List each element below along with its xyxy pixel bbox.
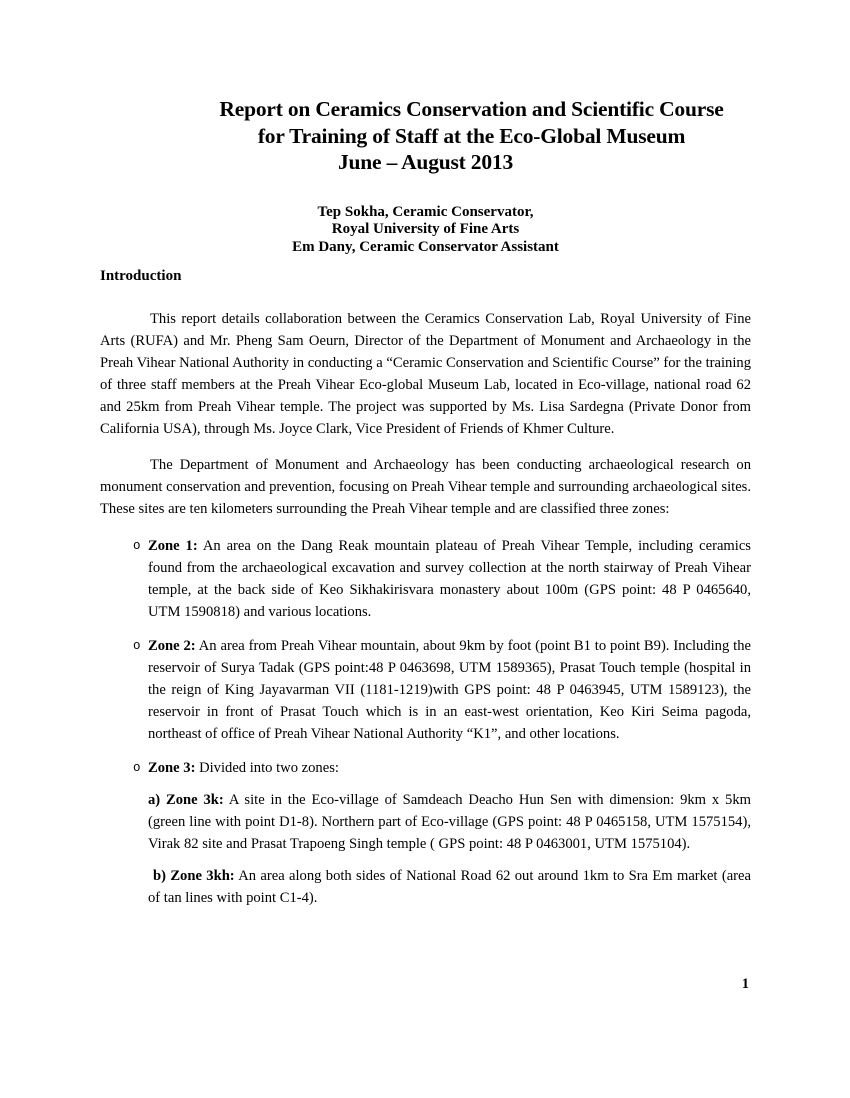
circle-bullet-icon: o <box>133 639 141 653</box>
byline-line-2: Royal University of Fine Arts <box>331 221 520 237</box>
zone-3k-label: a) Zone 3k: <box>148 792 224 808</box>
zone-3-text: Divided into two zones: <box>195 760 339 776</box>
title-line-3: June – August 2013 <box>337 150 513 174</box>
section-heading-introduction: Introduction <box>100 268 182 284</box>
zone-3kh-label: b) Zone 3kh: <box>153 868 235 884</box>
page-number: 1 <box>741 976 749 992</box>
byline <box>100 204 751 257</box>
zone-3kh-item <box>148 865 751 909</box>
zone-2-text: An area from Preah Vihear mountain, about 9km by foot (point B1 to point B9). Including the reservoir of Surya Tadak (GPS point:48 P 0463698, UTM 1589365), Prasat Touch temple (hospital in the reign of King Jayavarman VII (1181-1219)with GPS point: 48 P 0463945, UTM 1589123), the reservoir in front of Prasat Touch which is in an east-west orientation, Keo Kiri Seima pagoda, northeast of office of Preah Vihear National Authority “K1”, and other locations. <box>148 638 751 742</box>
zone-list <box>100 535 751 909</box>
byline-line-3: Em Dany, Ceramic Conservator Assistant <box>292 238 559 255</box>
zone-3kh-text: An area along both sides of National Road 62 out around 1km to Sra Em market (area of tan lines with point C1-4). <box>148 868 751 906</box>
report-title <box>100 96 751 176</box>
byline-line-1: Tep Sokha, Ceramic Conservator, <box>317 203 534 220</box>
zone-3-item <box>133 757 751 779</box>
zone-3k-item <box>148 789 751 855</box>
zone-3k-text: A site in the Eco-village of Samdeach Deacho Hun Sen with dimension: 9km x 5km (green line with point D1-8). Northern part of Eco-village (GPS point: 48 P 0465158, UTM 1575154), Virak 82 site and Prasat Trapoeng Singh temple ( GPS point: 48 P 0463001, UTM 1575104). <box>148 792 751 852</box>
title-line-1: Report on Ceramics Conservation and Scientific Course <box>219 97 724 121</box>
zone-1-label: Zone 1: <box>148 538 198 554</box>
zone-1-text: An area on the Dang Reak mountain plateau of Preah Vihear Temple, including ceramics found from the archaeological excavation and survey collection at the north stairway of Preah Vihear temple, at the back side of Keo Sikhakirisvara monastery about 100m (GPS point: 48 P 0465640, UTM 1590818) and various locations. <box>148 538 751 620</box>
zone-2-item <box>133 635 751 745</box>
zone-3-label: Zone 3: <box>148 760 196 776</box>
report-title-upper <box>192 96 751 149</box>
paragraph-collaboration: This report details collaboration between the Ceramics Conservation Lab, Royal University of Fine Arts (RUFA) and Mr. Pheng Sam Oeurn, Director of the Department of Monument and Archaeology in the Preah Vihear National Authority in conducting a “Ceramic Conservation and Scientific Course” for the training of three staff members at the Preah Vihear Eco-global Museum Lab, located in Eco-village, national road 62 and 25km from Preah Vihear temple. The project was supported by Ms. Lisa Sardegna (Private Donor from California USA), through Ms. Joyce Clark, Vice President of Friends of Khmer Culture. <box>100 311 751 437</box>
paragraph-department: The Department of Monument and Archaeology has been conducting archaeological research on monument conservation and prevention, focusing on Preah Vihear temple and surrounding archaeological sites. These sites are ten kilometers surrounding the Preah Vihear temple and are classified three zones: <box>100 457 751 517</box>
circle-bullet-icon: o <box>133 761 141 775</box>
title-line-2: for Training of Staff at the Eco-Global Museum <box>257 123 686 148</box>
zone-1-item <box>133 535 751 623</box>
circle-bullet-icon: o <box>133 539 141 553</box>
zone-2-label: Zone 2: <box>148 638 196 654</box>
